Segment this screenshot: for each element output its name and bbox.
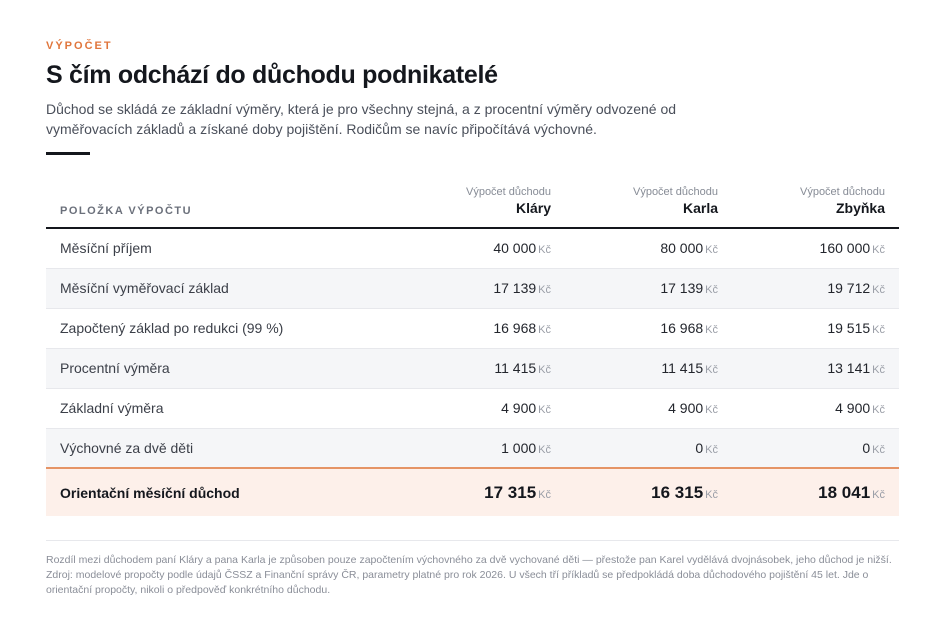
value-amount: 160 000	[819, 240, 871, 257]
value-amount: 0	[862, 439, 871, 456]
currency-unit: Kč	[538, 443, 551, 456]
row-value	[565, 348, 732, 388]
value-amount: 19 515	[827, 320, 871, 336]
lead-paragraph: Důchod se skládá ze základní výměry, která je pro všechny stejná, a z procentní výměry odvozené od vyměřovacích základů a získané doby pojištění. Rodičům se navíc připočítává výchovné.	[46, 101, 677, 137]
table-row	[46, 388, 899, 428]
row-label: Započtený základ po redukci (99 %)	[60, 320, 284, 336]
total-value	[565, 468, 732, 516]
row-value	[732, 428, 899, 468]
total-value	[399, 468, 565, 516]
column-header-klara	[399, 180, 565, 228]
row-value	[399, 228, 565, 268]
row-label: Výchovné za dvě děti	[60, 439, 194, 456]
total-row	[46, 468, 899, 516]
currency-unit: Kč	[705, 404, 718, 416]
table-row	[46, 228, 899, 268]
footnotes	[46, 553, 906, 598]
row-value	[732, 348, 899, 388]
value-amount: 19 712	[827, 280, 871, 296]
currency-unit: Kč	[538, 284, 551, 296]
title-divider	[46, 152, 90, 155]
currency-unit: Kč	[705, 244, 718, 257]
value-amount: 16 968	[493, 320, 537, 336]
row-value	[732, 388, 899, 428]
column-subtitle: Výpočet důchodu	[465, 186, 551, 198]
currency-unit: Kč	[705, 324, 718, 336]
eyebrow-label: VÝPOČET	[46, 40, 113, 52]
total-label: Orientační měsíční důchod	[60, 484, 240, 501]
value-amount: 17 139	[660, 280, 704, 296]
table-row	[46, 348, 899, 388]
currency-unit: Kč	[872, 324, 885, 336]
column-name: Karla	[682, 200, 718, 216]
value-amount: 0	[695, 439, 704, 456]
row-label: Základní výměra	[60, 400, 164, 416]
table-row	[46, 308, 899, 348]
row-label: Měsíční vyměřovací základ	[60, 280, 229, 296]
currency-unit: Kč	[872, 443, 885, 456]
currency-unit: Kč	[538, 244, 551, 257]
total-amount: 18 041	[818, 482, 871, 502]
page-title: S čím odchází do důchodu podnikatelé	[46, 61, 498, 89]
value-amount: 4 900	[835, 400, 871, 416]
value-amount: 40 000	[493, 240, 537, 257]
value-amount: 4 900	[668, 400, 704, 416]
table-header-row	[46, 180, 899, 228]
footnote-source: Zdroj: modelové propočty podle údajů ČSSZ a Finanční správy ČR, parametry platné pro rok 2026. U všech tří příkladů se předpokládá doba důchodového pojištění 45 let. Jde o orientační propočty, nikoli o předpověď konkrétního důchodu.	[46, 569, 869, 596]
row-value	[399, 348, 565, 388]
currency-unit: Kč	[538, 404, 551, 416]
row-value	[732, 228, 899, 268]
currency-unit: Kč	[872, 404, 885, 416]
row-value	[565, 228, 732, 268]
table-row	[46, 268, 899, 308]
row-value	[565, 308, 732, 348]
column-name: Kláry	[515, 200, 551, 216]
currency-unit: Kč	[705, 488, 718, 501]
currency-unit: Kč	[538, 488, 551, 501]
currency-unit: Kč	[705, 443, 718, 456]
column-subtitle: Výpočet důchodu	[799, 186, 885, 198]
currency-unit: Kč	[872, 244, 885, 257]
value-amount: 11 415	[661, 360, 704, 376]
row-value	[399, 268, 565, 308]
row-label: Měsíční příjem	[60, 240, 152, 257]
row-value	[565, 428, 732, 468]
column-header-zbynek	[732, 180, 899, 228]
table-row	[46, 428, 899, 468]
value-amount: 11 415	[494, 360, 537, 376]
currency-unit: Kč	[705, 284, 718, 296]
currency-unit: Kč	[872, 364, 885, 376]
value-amount: 13 141	[827, 360, 871, 376]
value-amount: 17 139	[493, 280, 537, 296]
column-subtitle: Výpočet důchodu	[632, 186, 718, 198]
value-amount: 1 000	[501, 439, 537, 456]
column-name: Zbyňka	[835, 200, 885, 216]
row-value	[732, 308, 899, 348]
value-amount: 80 000	[660, 240, 704, 257]
currency-unit: Kč	[538, 364, 551, 376]
column-header-karel	[565, 180, 732, 228]
value-amount: 4 900	[501, 400, 537, 416]
row-value	[399, 308, 565, 348]
currency-unit: Kč	[705, 364, 718, 376]
value-amount: 16 968	[660, 320, 704, 336]
row-label: Procentní výměra	[60, 360, 170, 376]
row-value	[732, 268, 899, 308]
row-value	[565, 268, 732, 308]
column-header-item: POLOŽKA VÝPOČTU	[60, 205, 193, 217]
footnote-explanation: Rozdíl mezi důchodem paní Kláry a pana Karla je způsoben pouze započtením výchovného za dvě vychované děti — přestože pan Karel vydělává dvojnásobek, jeho důchod je nižší.	[46, 554, 892, 566]
currency-unit: Kč	[872, 284, 885, 296]
total-amount: 17 315	[484, 482, 537, 502]
total-value	[732, 468, 899, 516]
currency-unit: Kč	[872, 488, 885, 501]
currency-unit: Kč	[538, 324, 551, 336]
row-value	[399, 388, 565, 428]
row-value	[399, 428, 565, 468]
total-amount: 16 315	[651, 482, 704, 502]
row-value	[565, 388, 732, 428]
pension-calculation-table	[46, 180, 899, 516]
footnote-divider	[46, 540, 899, 541]
